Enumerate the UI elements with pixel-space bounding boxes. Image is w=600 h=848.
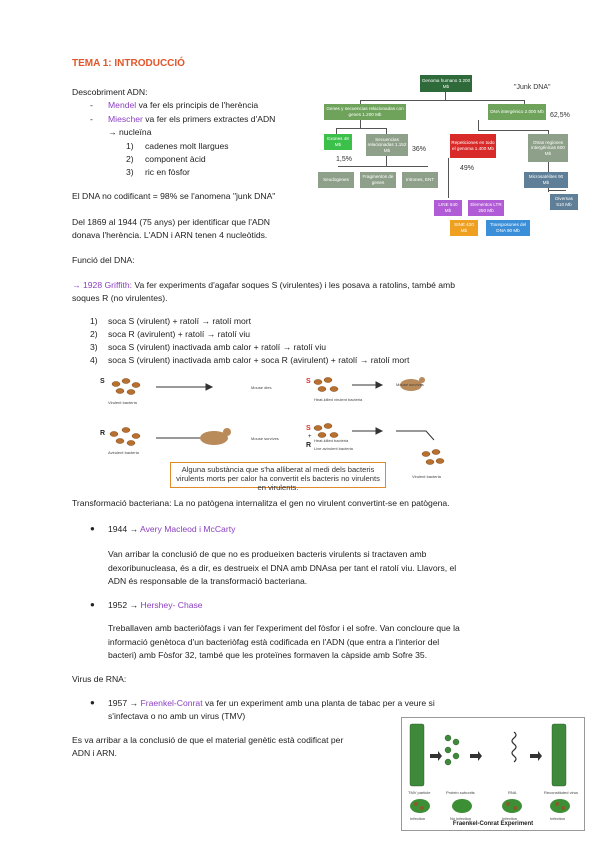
node-related: Secuencias relacionadas 1.152 Mb	[366, 134, 408, 156]
r-label: R	[100, 430, 106, 437]
bullet-mendel: -	[90, 100, 93, 110]
junk-dna-paragraph: El DNA no codificant = 98% se l'anomena "junk DNA"	[72, 191, 276, 201]
history-line-1: Del 1869 al 1944 (75 anys) per identificar que l'ADN	[72, 217, 270, 227]
prop-num-3: 3)	[126, 167, 134, 177]
fraenkel-conrat-figure	[401, 717, 585, 831]
node-exons: Exones 48 Mb	[324, 134, 352, 150]
plus-sign: +	[308, 434, 312, 440]
step-text-4: soca S (virulent) inactivada amb calor + soca R (avirulent) + ratolí → ratolí mort	[108, 355, 410, 365]
prop-num-2: 2)	[126, 154, 134, 164]
bullet-avery: ●	[90, 524, 95, 533]
node-fragments: Fragmentos de genes	[360, 172, 396, 188]
conclusion-line-2: ADN i ARN.	[72, 748, 117, 758]
fraenkel-line-1: 1957 → Fraenkel-Conrat va fer un experiment amb una planta de tabac per a veure si	[108, 698, 435, 708]
transformation-paragraph: Transformació bacteriana: La no patògena internalitza el gen no virulent convertint-se en patògena.	[72, 498, 450, 508]
hershey-line-2: informació genètoca d'un bacteriòfag està codificada en l'ADN (que entra a l'interior del	[108, 637, 440, 647]
virulent-bacteria-label: Virulent bacteria	[108, 400, 137, 405]
genome-tree-diagram	[318, 72, 590, 252]
rna-heading: Virus de RNA:	[72, 674, 127, 684]
avery-line-3: ADN és responsable de la transformació bacteriana.	[108, 576, 308, 586]
page-title: TEMA 1: INTRODUCCIÓ	[72, 58, 185, 69]
node-sine: SINE 420 Mb	[450, 220, 478, 236]
s-label-2: S	[306, 378, 311, 385]
node-genes: Genes y secuencias relacionadas con genes 1.200 Mb	[324, 104, 406, 120]
miescher-line: Miescher va fer els primers extractes d'ADN	[108, 114, 276, 124]
step-text-2: soca R (avirulent) + ratolí → ratolí viu	[108, 329, 251, 339]
mendel-link[interactable]: Mendel	[108, 100, 137, 110]
mouse-survives-label-1: Mouse survives	[251, 436, 279, 441]
hershey-line-3: bacteri) amb Fòsfor 32, també que les proteïnes formaven la càpside amb Sofre 35.	[108, 650, 428, 660]
step-num-2: 2)	[90, 329, 98, 339]
hershey-heading: 1952 → Hershey- Chase	[108, 600, 203, 610]
pct-36: 36%	[412, 146, 427, 153]
node-genome: Genoma humano 3.200 Mb	[420, 75, 472, 92]
prop-text-1: cadenes molt llargues	[145, 141, 229, 151]
prop-text-2: component àcid	[145, 154, 206, 164]
step-num-3: 3)	[90, 342, 98, 352]
bullet-miescher: -	[90, 114, 93, 124]
s-label: S	[100, 378, 105, 385]
prop-text-3: ric en fòsfor	[145, 167, 190, 177]
bullet-hershey: ●	[90, 600, 95, 609]
step-text-3: soca S (virulent) inactivada amb calor + ratolí → ratolí viu	[108, 342, 327, 352]
avery-link[interactable]: Avery Macleod i McCarty	[140, 524, 236, 534]
discovery-heading: Descobriment ADN:	[72, 87, 148, 97]
step-num-1: 1)	[90, 316, 98, 326]
s-label-3: S	[306, 425, 311, 432]
junk-dna-label: "Junk DNA"	[514, 84, 551, 91]
node-ltr: Elementos LTR 250 Mb	[468, 200, 504, 216]
r-label-2: R	[306, 442, 312, 449]
avery-line-2: dexoribunucleasa, és a dir, es destrueix el DNA amb DNAsa per tant el ratolí viu. Llavors, el	[108, 563, 457, 573]
conclusion-line-1: Es va arribar a la conclusió de que el material genètic està codificat per	[72, 735, 344, 745]
tmv-particle-label: TMV particle	[408, 790, 431, 795]
mendel-line: Mendel va fer els principis de l'herència	[108, 100, 259, 110]
node-other-intergenic: Otras regiones intergénicas 600 Mb	[528, 134, 568, 162]
node-introns: Intrones, ENT	[402, 172, 438, 188]
bullet-fraenkel: ●	[90, 698, 95, 707]
step-text-1: soca S (virulent) + ratolí → ratolí mort	[108, 316, 252, 326]
fraenkel-line-2: s'infectava o no amb un virus (TMV)	[108, 711, 246, 721]
heat-killed-label-2: Heat-killed bacteria	[314, 438, 349, 443]
node-line: LINE 640 Mb	[434, 200, 462, 216]
live-avirulent-label: Live avirulent bacteria	[314, 446, 353, 451]
avery-line-1: Van arribar la conclusió de que no es produeixen bacteris virulents si tractaven amb	[108, 549, 427, 559]
mouse-dies-label-1: Mouse dies	[251, 385, 272, 390]
reconstituted-virus-label: Reconstituted virus	[544, 790, 579, 795]
function-heading: Funció del DNA:	[72, 255, 135, 265]
fraenkel-figure-caption: Fraenkel-Conrat Experiment	[452, 821, 534, 827]
griffith-line-1: → 1928 Griffith: Va fer experiments d'agafar soques S (virulentes) i les posava a ratolins, també amb	[72, 280, 455, 290]
miescher-link[interactable]: Miescher	[108, 114, 143, 124]
rna-label: RNA	[508, 790, 517, 795]
griffith-link[interactable]: → 1928 Griffith:	[72, 280, 133, 290]
prop-num-1: 1)	[126, 141, 134, 151]
node-repeats: Repeticiones en todo el genoma 1.400 Mb	[450, 134, 496, 158]
avirulent-bacteria-label: Avirulent bacteria	[108, 450, 139, 455]
virulent-bacteria-label-2: Virulent bacteria	[412, 474, 441, 479]
pct-625: 62,5%	[550, 112, 570, 119]
step-num-4: 4)	[90, 355, 98, 365]
fraenkel-link[interactable]: Fraenkel-Conrat	[140, 698, 203, 708]
heat-killed-label: Heat-killed virulent bacteria	[314, 397, 363, 402]
infection-label-1: Infection	[410, 816, 426, 821]
hershey-link[interactable]: Hershey- Chase	[140, 600, 203, 610]
nuclein-text: → nucleïna	[108, 127, 152, 137]
avery-heading: 1944 → Avery Macleod i McCarty	[108, 524, 236, 534]
griffith-note-box: Alguna substància que s'ha alliberat al medi dels bacteris virulents morts per calor ha convertit els bacteris no virulents en virulents.	[170, 462, 386, 488]
node-transposons: Transposones del DNA 90 Mb	[486, 220, 530, 236]
pct-49: 49%	[460, 165, 475, 172]
node-diverse: Diversas 510 Mb	[550, 194, 578, 210]
griffith-line-2: soques R (no virulentes).	[72, 293, 168, 303]
node-intergenic: DNA intergénico 2.000 Mb	[488, 104, 546, 120]
pct-15: 1,5%	[336, 156, 352, 163]
infection-label-3: Infection	[550, 816, 566, 821]
no-infection-label-1: No infection	[450, 816, 472, 821]
griffith-experiment-figure	[96, 370, 516, 492]
mouse-survives-label-2: Mouse survives	[396, 382, 424, 387]
node-pseudogenes: Seudogenes	[318, 172, 354, 188]
protein-subunits-label: Protein subunits	[446, 790, 475, 795]
hershey-line-1: Treballaven amb bacteriòfags i van fer l'experiment del fòsfor i el sofre. Van concloure que la	[108, 623, 460, 633]
history-line-2: donava l'herència. L'ADN i ARN tenen 4 nucleòtids.	[72, 230, 268, 240]
infection-label-2: Infection	[502, 816, 518, 821]
fraenkel-figure-graphic	[402, 718, 584, 830]
node-microsatellites: Microsatélites 90 Mb	[524, 172, 568, 188]
